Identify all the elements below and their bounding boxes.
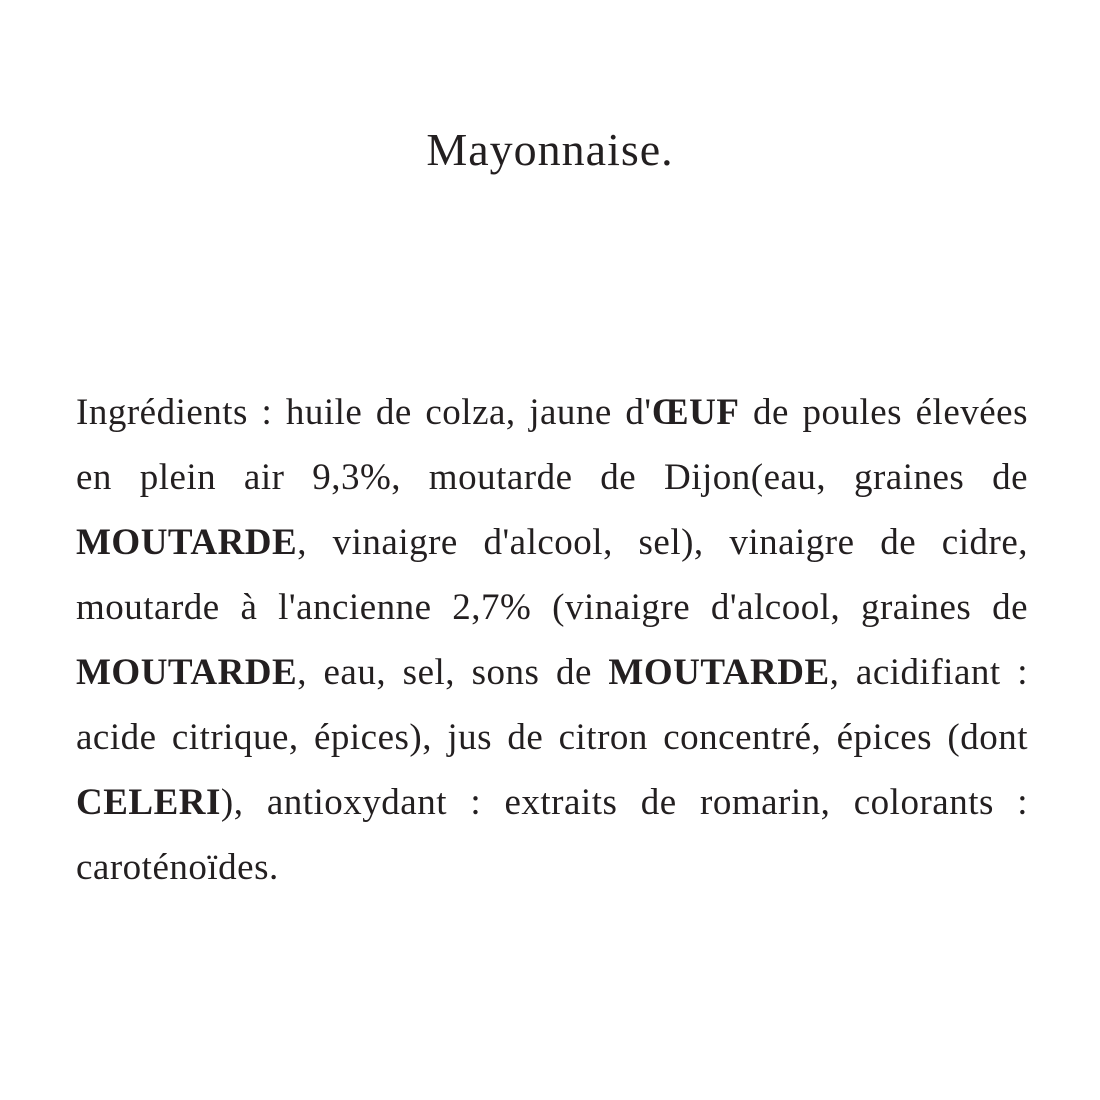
allergen-mustard: MOUTARDE: [76, 652, 298, 693]
allergen-mustard: MOUTARDE: [76, 522, 298, 563]
allergen-celery: CELERI: [76, 782, 221, 823]
ingredients-text: Ingrédients : huile de colza, jaune d': [76, 392, 652, 433]
product-title: Mayonnaise.: [426, 124, 674, 175]
ingredients-text: ), antioxydant : extraits de romarin, colorants : caroténoïdes.: [76, 782, 1028, 888]
ingredients-paragraph: [76, 380, 1028, 900]
ingredients-text: , acidifiant : acide citrique, épices), jus de citron concentré, épices (dont: [76, 652, 1028, 758]
ingredients-text: , vinaigre d'alcool, sel), vinaigre de cidre, moutarde à l'ancienne 2,7% (vinaigre d'alcool, graines de: [76, 522, 1028, 628]
ingredients-text: de poules élevées en plein air 9,3%, moutarde de Dijon(eau, graines de: [76, 392, 1028, 498]
allergen-egg: ŒUF: [651, 392, 740, 433]
ingredients-text: , eau, sel, sons de: [297, 652, 609, 693]
allergen-mustard: MOUTARDE: [608, 652, 830, 693]
